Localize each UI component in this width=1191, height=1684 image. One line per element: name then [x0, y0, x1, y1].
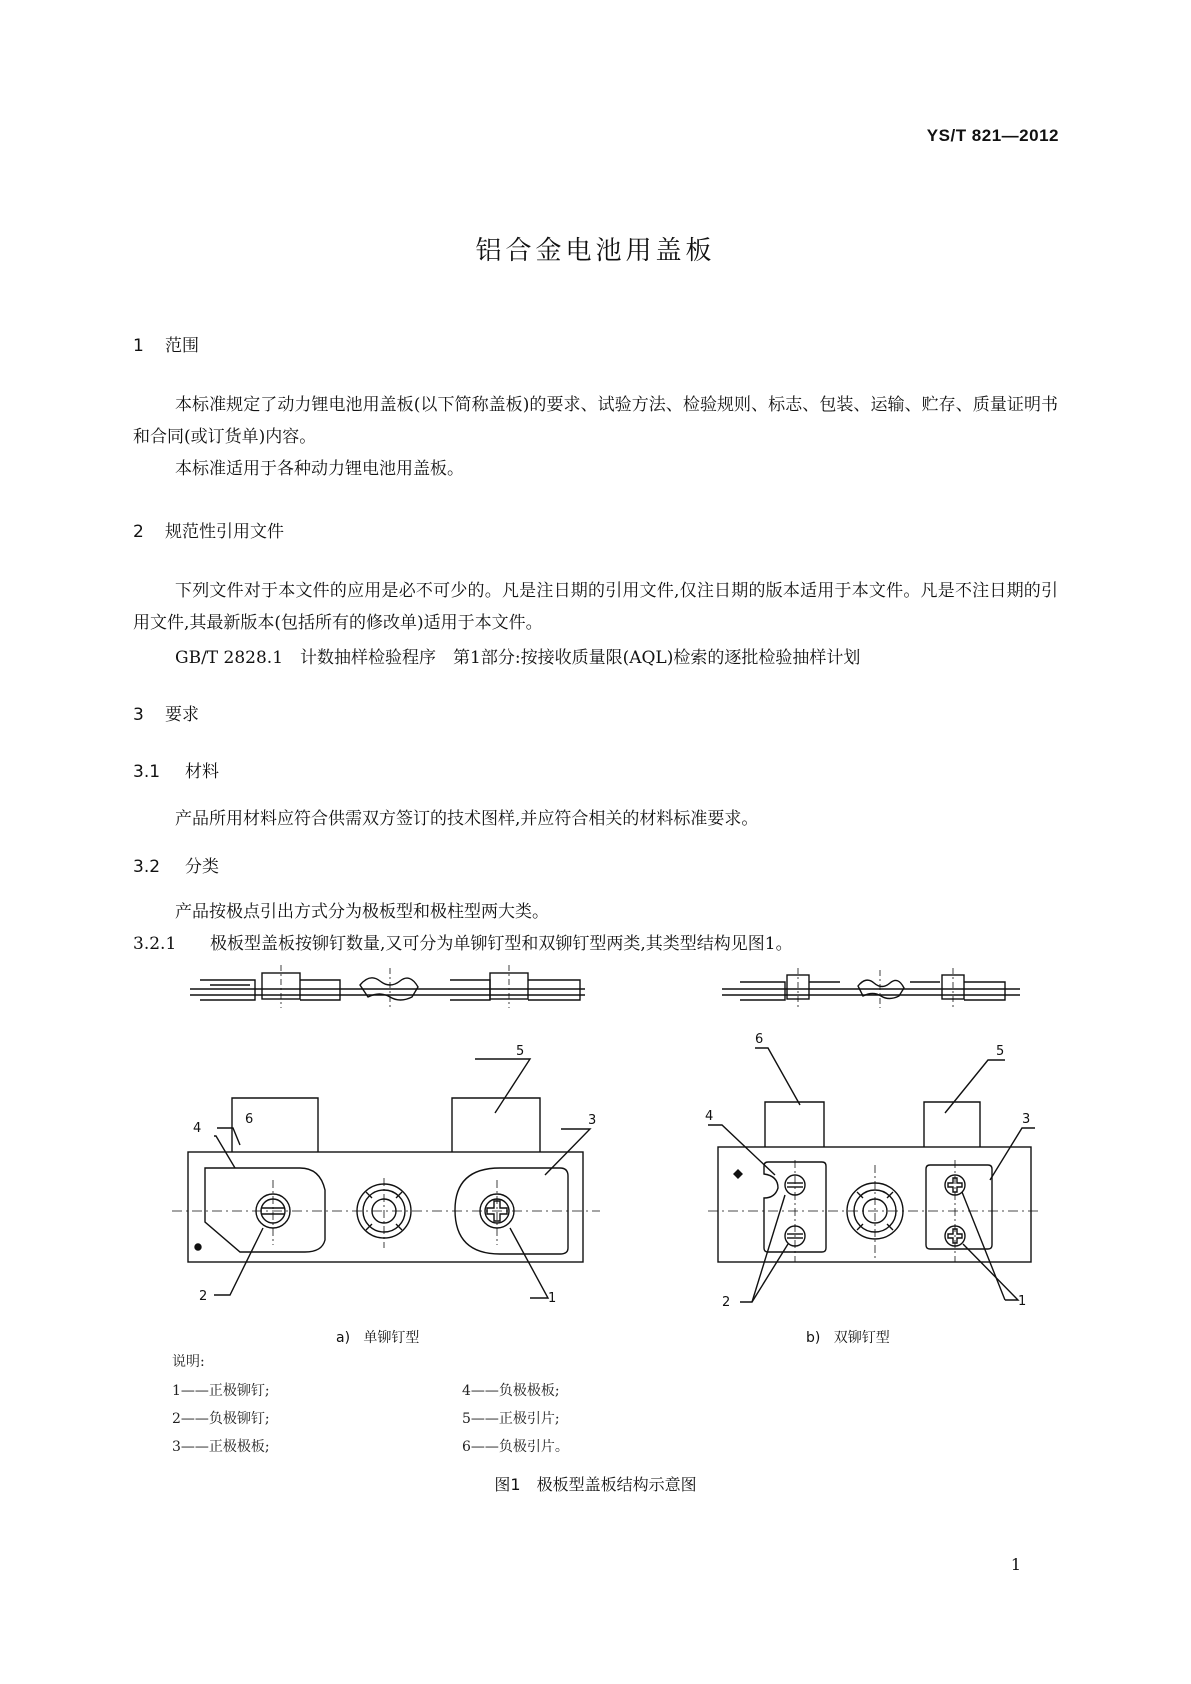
section-number: 3.2.1	[133, 934, 177, 954]
section-1-heading	[133, 331, 199, 356]
callout-5: 5	[996, 1044, 1005, 1059]
subfigure-b-caption	[806, 1327, 890, 1347]
callout-2: 2	[199, 1289, 208, 1304]
legend-item-4: 4——负极极板;	[462, 1383, 560, 1399]
document-title: 铝合金电池用盖板	[475, 236, 716, 266]
double-rivet-top-view	[705, 1032, 1042, 1310]
negative-tab	[765, 1102, 824, 1147]
section-number: 3.1	[133, 762, 161, 782]
double-rivet-side-view	[722, 968, 1020, 1008]
callout-1: 1	[548, 1291, 557, 1306]
positive-plate	[455, 1168, 568, 1254]
section-3-1-heading	[133, 757, 219, 782]
section-3-heading	[133, 700, 199, 725]
section-2-heading	[133, 517, 284, 542]
standard-code: YS/T 821—2012	[926, 126, 1059, 145]
legend-item-2: 2——负极铆钉;	[172, 1411, 270, 1427]
callout-1: 1	[1018, 1294, 1027, 1309]
legend-item-5: 5——正极引片;	[462, 1411, 560, 1427]
section-title: 范围	[165, 336, 199, 356]
negative-plate	[205, 1168, 325, 1252]
section-1-paragraph-2: 本标准适用于各种动力锂电池用盖板。	[175, 459, 464, 479]
callout-3: 3	[1022, 1112, 1031, 1127]
section-2-paragraph-1: 下列文件对于本文件的应用是必不可少的。凡是注日期的引用文件,仅注日期的版本适用于本文件。凡是不注日期的引用文件,其最新版本(包括所有的修改单)适用于本文件。	[133, 581, 1058, 633]
section-3-2-heading	[133, 852, 219, 877]
section-3-2-1-paragraph	[133, 929, 793, 954]
subfigure-label: 单铆钉型	[363, 1330, 420, 1346]
figure-caption: 图1 极板型盖板结构示意图	[494, 1475, 697, 1494]
section-number: 3	[133, 705, 144, 725]
subfigure-label: 双铆钉型	[833, 1330, 890, 1346]
section-text: 极板型盖板按铆钉数量,又可分为单铆钉型和双铆钉型两类,其类型结构见图1。	[210, 934, 793, 954]
positive-tab	[452, 1098, 540, 1152]
legend-item-3: 3——正极极板;	[172, 1439, 270, 1455]
callout-6: 6	[245, 1112, 254, 1127]
positive-plate	[926, 1165, 992, 1249]
normative-reference: GB/T 2828.1 计数抽样检验程序 第1部分:按接收质量限(AQL)检索的逐批检验抽样计划	[175, 648, 861, 668]
callout-6: 6	[755, 1032, 764, 1047]
single-rivet-top-view	[172, 1044, 600, 1306]
section-title: 规范性引用文件	[165, 522, 284, 542]
legend-item-1: 1——正极铆钉;	[172, 1383, 270, 1399]
section-3-2-paragraph: 产品按极点引出方式分为极板型和极柱型两大类。	[175, 902, 549, 922]
figure-1-drawing	[0, 955, 1191, 1315]
section-title: 分类	[185, 857, 219, 877]
section-1-paragraph-1: 本标准规定了动力锂电池用盖板(以下简称盖板)的要求、试验方法、检验规则、标志、包装、运输、贮存、质量证明书和合同(或订货单)内容。	[133, 395, 1058, 447]
section-title: 材料	[185, 762, 219, 782]
page-number: 1	[1010, 1555, 1021, 1574]
subfigure-letter: a)	[336, 1330, 351, 1346]
legend-title: 说明:	[172, 1354, 205, 1370]
section-title: 要求	[165, 705, 199, 725]
section-number: 1	[133, 336, 144, 356]
callout-3: 3	[588, 1113, 597, 1128]
section-3-1-paragraph: 产品所用材料应符合供需双方签订的技术图样,并应符合相关的材料标准要求。	[175, 809, 759, 829]
callout-5: 5	[516, 1044, 525, 1059]
section-number: 3.2	[133, 857, 161, 877]
subfigure-a-caption	[336, 1327, 419, 1347]
single-rivet-side-view	[190, 965, 585, 1008]
legend-item-6: 6——负极引片。	[462, 1439, 569, 1455]
section-number: 2	[133, 522, 144, 542]
callout-4: 4	[705, 1109, 714, 1124]
callout-4: 4	[193, 1121, 202, 1136]
callout-2: 2	[722, 1295, 731, 1310]
positive-tab	[924, 1102, 980, 1147]
subfigure-letter: b)	[806, 1330, 821, 1346]
